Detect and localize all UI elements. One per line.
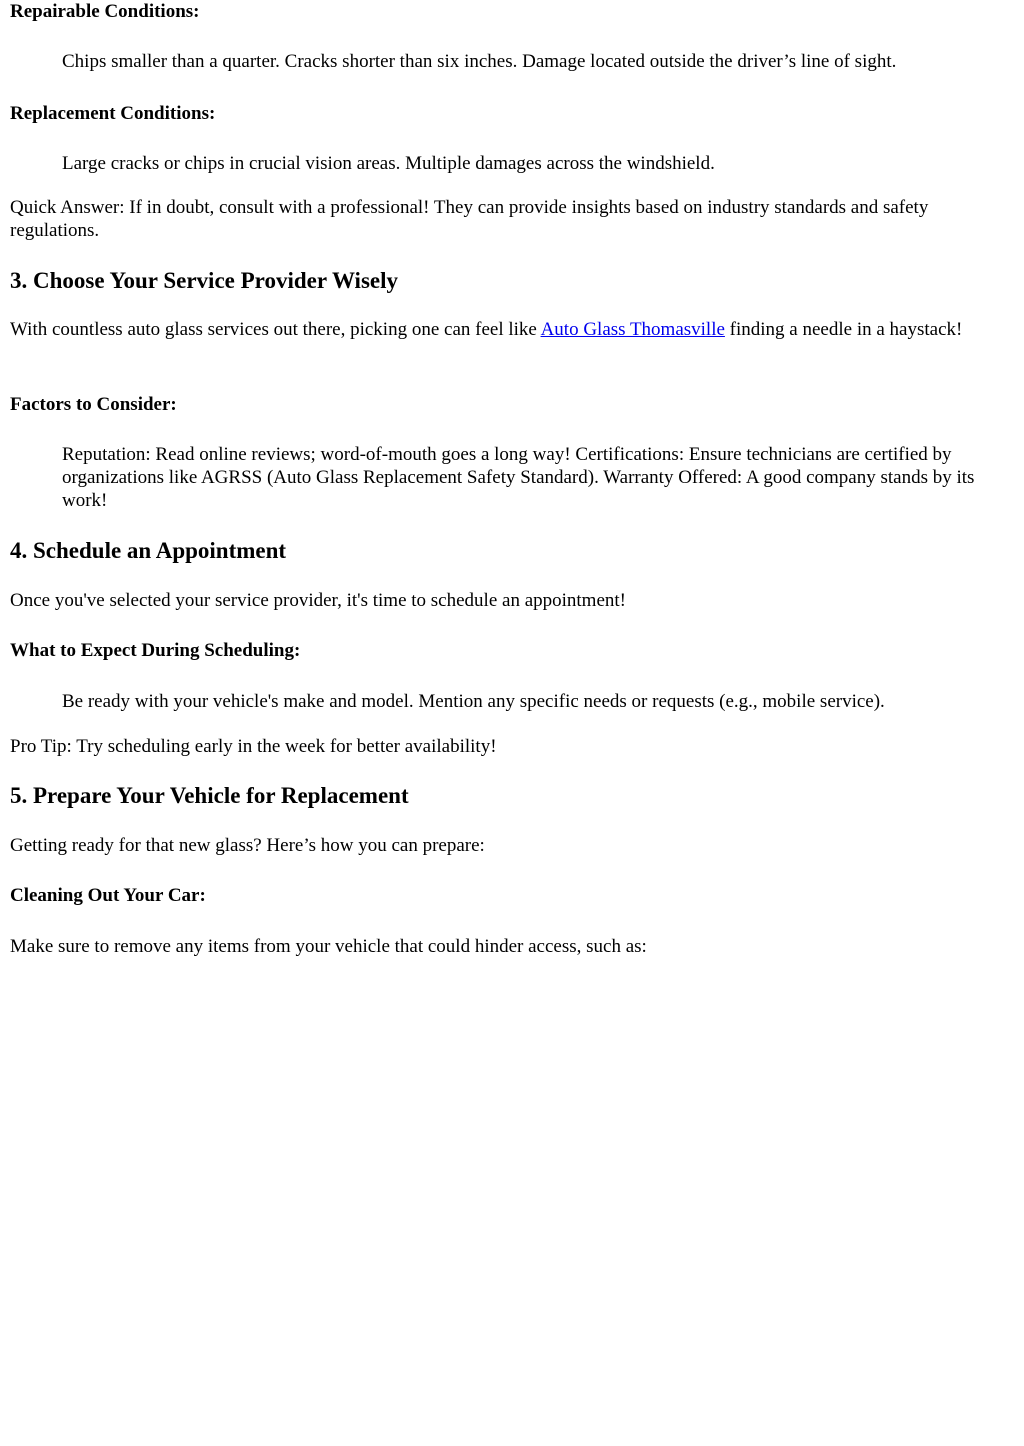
what-to-expect-heading: What to Expect During Scheduling:	[10, 640, 301, 661]
prepare-vehicle-heading: 5. Prepare Your Vehicle for Replacement	[10, 783, 409, 808]
repairable-conditions-heading: Repairable Conditions:	[10, 1, 200, 22]
what-to-expect-text: Be ready with your vehicle's make and model. Mention any specific needs or requests (e.g., mobile service).	[62, 691, 885, 712]
repairable-conditions-text: Chips smaller than a quarter. Cracks shorter than six inches. Damage located outside the driver’s line of sight.	[62, 51, 897, 72]
replacement-conditions-heading: Replacement Conditions:	[10, 103, 216, 124]
choose-provider-intro	[10, 318, 1010, 341]
factors-to-consider-heading: Factors to Consider:	[10, 394, 177, 415]
factors-to-consider-text: Reputation: Read online reviews; word-of-mouth goes a long way! Certifications: Ensure technicians are certified by organizations like AGRSS (Auto Glass Replacement Safety Standard). Warranty Offered: A good company stands by its work!	[62, 444, 975, 511]
quick-answer-paragraph: Quick Answer: If in doubt, consult with a professional! They can provide insights based on industry standards and safety regulations.	[10, 197, 929, 241]
auto-glass-thomasville-link[interactable]: Auto Glass Thomasville	[540, 319, 725, 340]
cleaning-car-text: Make sure to remove any items from your vehicle that could hinder access, such as:	[10, 936, 647, 957]
replacement-conditions-text: Large cracks or chips in crucial vision areas. Multiple damages across the windshield.	[62, 153, 715, 174]
schedule-appointment-heading: 4. Schedule an Appointment	[10, 538, 287, 563]
intro-text-after-link: finding a needle in a haystack!	[724, 319, 963, 340]
cleaning-car-heading: Cleaning Out Your Car:	[10, 885, 206, 906]
choose-provider-heading: 3. Choose Your Service Provider Wisely	[10, 268, 399, 293]
schedule-intro: Once you've selected your service provider, it's time to schedule an appointment!	[10, 590, 626, 611]
prepare-intro: Getting ready for that new glass? Here’s how you can prepare:	[10, 835, 485, 856]
pro-tip-paragraph: Pro Tip: Try scheduling early in the week for better availability!	[10, 736, 497, 757]
intro-text-before-link: With countless auto glass services out there, picking one can feel like	[10, 319, 541, 340]
